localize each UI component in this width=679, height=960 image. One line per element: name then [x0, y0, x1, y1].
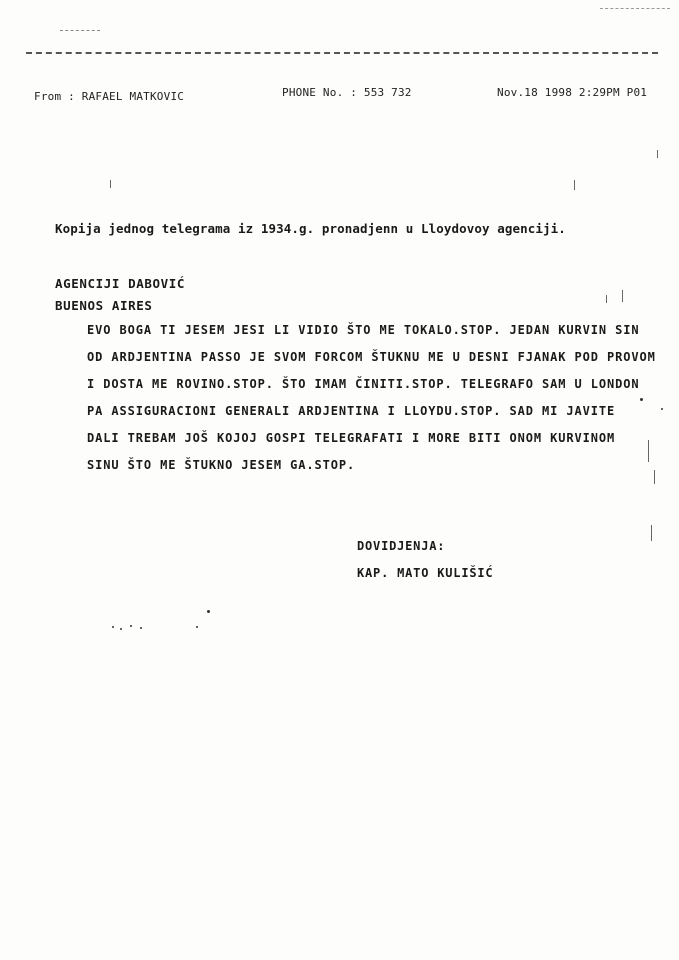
- scan-speck: [207, 610, 210, 613]
- fax-phone: PHONE No. : 553 732: [282, 86, 412, 99]
- telegram-line: I DOSTA ME ROVINO.STOP. ŠTO IMAM ČINITI.STOP. TELEGRAFO SAM U LONDON: [87, 377, 640, 391]
- scan-artifact: [648, 440, 649, 462]
- scan-speck: [640, 398, 643, 401]
- fax-scan-mark: [60, 30, 100, 31]
- signature-name: KAP. MATO KULIŠIĆ: [357, 566, 494, 580]
- scan-speck: [120, 628, 122, 630]
- scan-artifact: [654, 470, 655, 484]
- scan-speck: [112, 626, 114, 628]
- fax-header-rule: [26, 52, 658, 54]
- scan-speck: [661, 408, 663, 410]
- scan-speck: [130, 625, 132, 627]
- telegram-line: DALI TREBAM JOŠ KOJOJ GOSPI TELEGRAFATI I MORE BITI ONOM KURVINOM: [87, 431, 616, 445]
- address-line-2: BUENOS AIRES: [55, 298, 153, 313]
- scan-artifact: [606, 295, 607, 303]
- fax-scan-mark: [600, 8, 670, 9]
- fax-datetime: Nov.18 1998 2:29PM P01: [497, 86, 648, 99]
- scan-speck: [140, 627, 142, 629]
- telegram-line: PA ASSIGURACIONI GENERALI ARDJENTINA I LLOYDU.STOP. SAD MI JAVITE: [87, 404, 616, 418]
- scan-speck: [196, 626, 198, 628]
- address-line-1: AGENCIJI DABOVIĆ: [55, 276, 186, 291]
- telegram-line: SINU ŠTO ME ŠTUKNO JESEM GA.STOP.: [87, 458, 356, 472]
- scan-artifact: [657, 150, 658, 158]
- scan-artifact: [110, 180, 111, 188]
- telegram-line: OD ARDJENTINA PASSO JE SVOM FORCOM ŠTUKNU ME U DESNI FJANAK POD PROVOM: [87, 350, 656, 364]
- telegram-line: EVO BOGA TI JESEM JESI LI VIDIO ŠTO ME TOKALO.STOP. JEDAN KURVIN SIN: [87, 323, 640, 337]
- document-title: Kopija jednog telegrama iz 1934.g. pronadjenn u Lloydovoy agenciji.: [55, 221, 566, 236]
- scan-artifact: [651, 525, 652, 541]
- signature-closing: DOVIDJENJA:: [357, 539, 446, 553]
- fax-from: From : RAFAEL MATKOVIC: [34, 90, 185, 103]
- scan-artifact: [622, 290, 623, 302]
- scan-artifact: [574, 180, 575, 190]
